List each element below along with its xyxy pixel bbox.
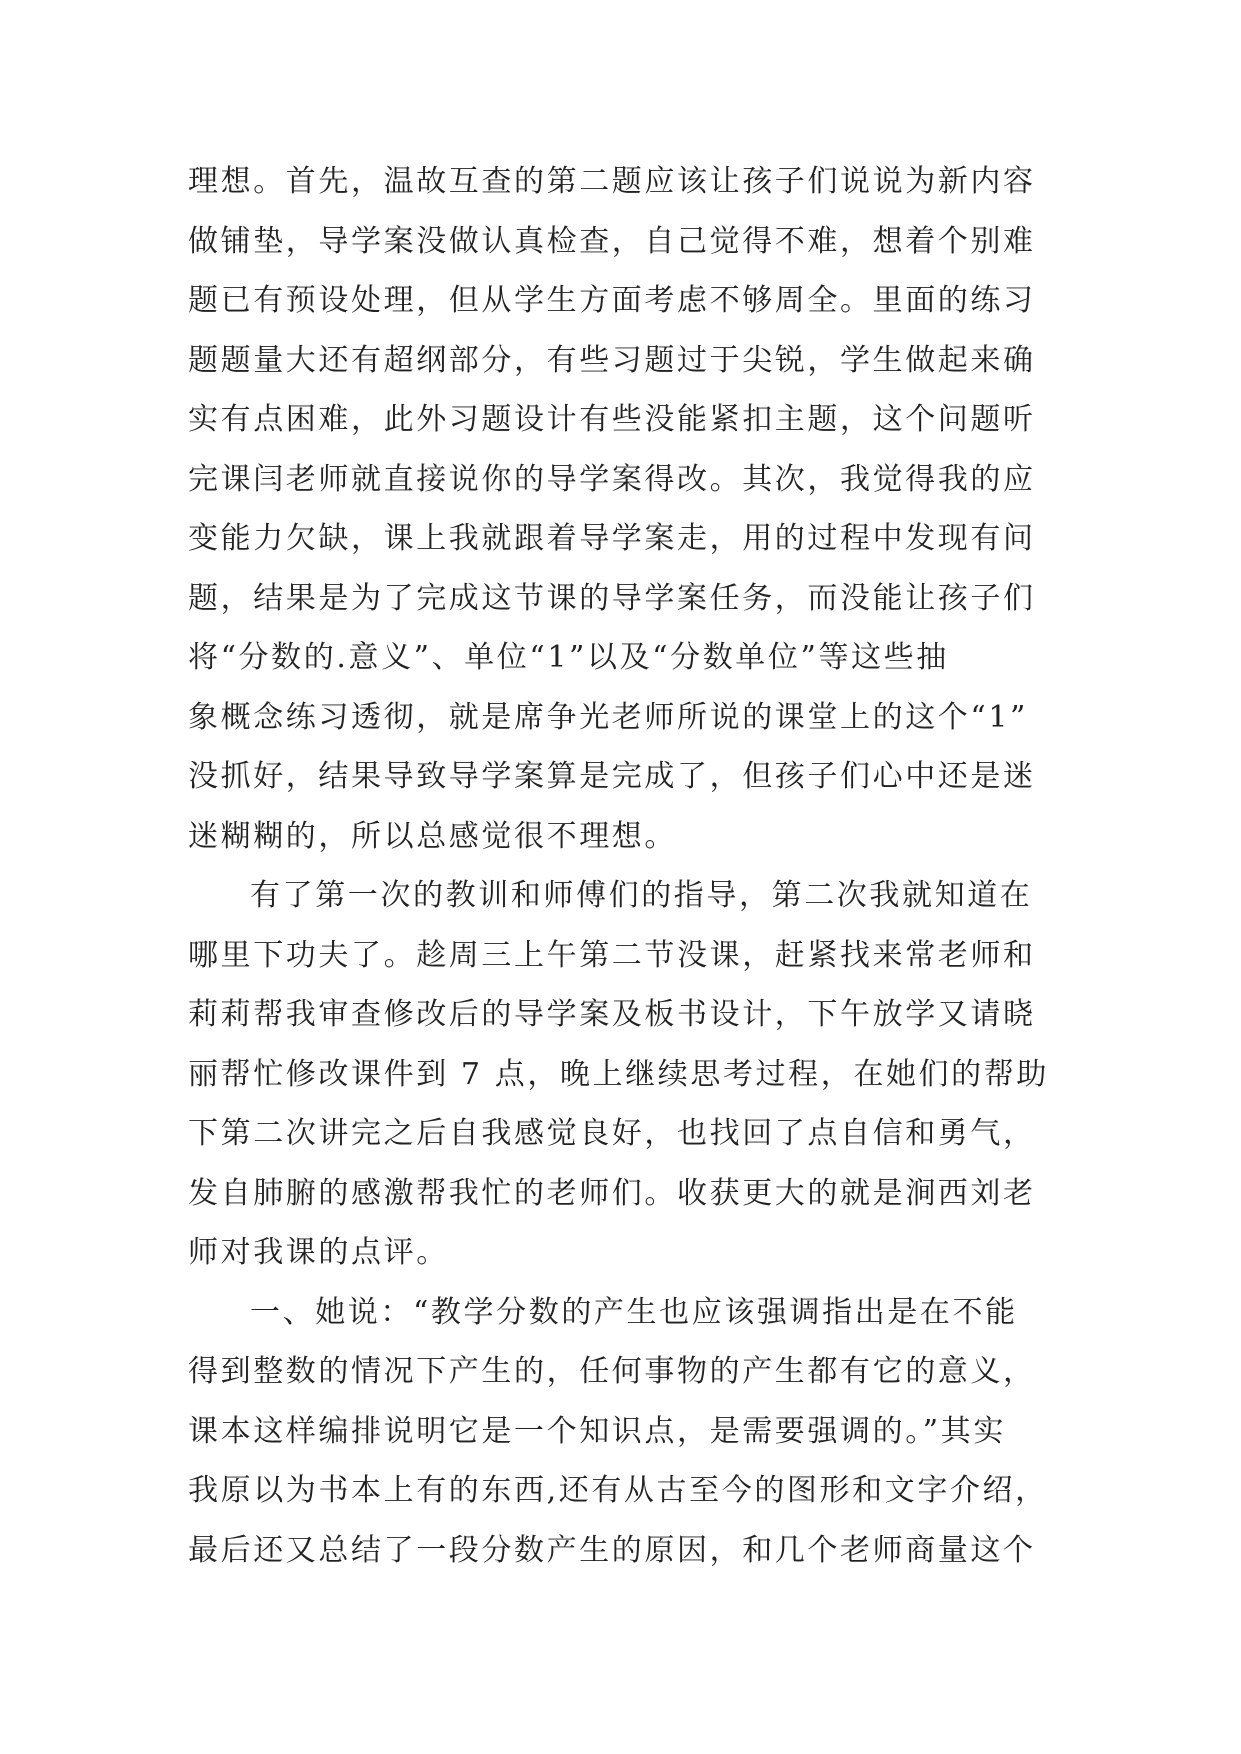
- text-line: 题已有预设处理，但从学生方面考虑不够周全。里面的练习: [188, 283, 1036, 318]
- text-line: 师对我课的点评。: [188, 1235, 449, 1270]
- text-line: 得到整数的情况下产生的，任何事物的产生都有它的意义，: [188, 1354, 1036, 1389]
- text-line: 实有点困难，此外习题设计有些没能紧扣主题，这个问题听: [188, 402, 1036, 437]
- text-line: 课本这样编排说明它是一个知识点，是需要强调的。”其实: [188, 1413, 1006, 1449]
- text-line: 象概念练习透彻，就是席争光老师所说的课堂上的这个“1”: [188, 699, 1028, 735]
- text-line: 理想。首先，温故互查的第二题应该让孩子们说说为新内容: [188, 164, 1036, 199]
- text-line: 一、她说：“教学分数的产生也应该强调指出是在不能: [250, 1294, 1018, 1330]
- document-body: [188, 152, 1058, 1580]
- text-line: 最后还又总结了一段分数产生的原因，和几个老师商量这个: [188, 1532, 1036, 1568]
- text-line: 做铺垫，导学案没做认真检查，自己觉得不难，想着个别难: [188, 223, 1036, 259]
- text-line: 我原以为书本上有的东西,还有从古至今的图形和文字介绍，: [188, 1473, 1048, 1508]
- text-line: 题，结果是为了完成这节课的导学案任务，而没能让孩子们: [188, 580, 1036, 616]
- text-line: 完课闫老师就直接说你的导学案得改。其次，我觉得我的应: [188, 461, 1036, 497]
- text-line: 下第二次讲完之后自我感觉良好，也找回了点自信和勇气，: [188, 1116, 1036, 1151]
- text-line: 发自肺腑的感激帮我忙的老师们。收获更大的就是涧西刘老: [188, 1175, 1036, 1211]
- text-line: 迷糊糊的，所以总感觉很不理想。: [188, 818, 677, 854]
- text-line: 有了第一次的教训和师傅们的指导，第二次我就知道在: [250, 878, 1033, 913]
- text-line: 哪里下功夫了。趁周三上午第二节没课，赶紧找来常老师和: [188, 937, 1036, 973]
- text-line: 将“分数的.意义”、单位“1”以及“分数单位”等这些抽: [188, 640, 949, 675]
- text-line: 没抓好，结果导致导学案算是完成了，但孩子们心中还是迷: [188, 759, 1036, 794]
- text-line: 莉莉帮我审查修改后的导学案及板书设计，下午放学又请晓: [188, 997, 1036, 1032]
- text-line: 变能力欠缺，课上我就跟着导学案走，用的过程中发现有问: [188, 521, 1036, 556]
- text-line: 丽帮忙修改课件到 7 点，晚上继续思考过程，在她们的帮助: [188, 1056, 1049, 1092]
- text-line: 题题量大还有超纲部分，有些习题过于尖锐，学生做起来确: [188, 342, 1036, 378]
